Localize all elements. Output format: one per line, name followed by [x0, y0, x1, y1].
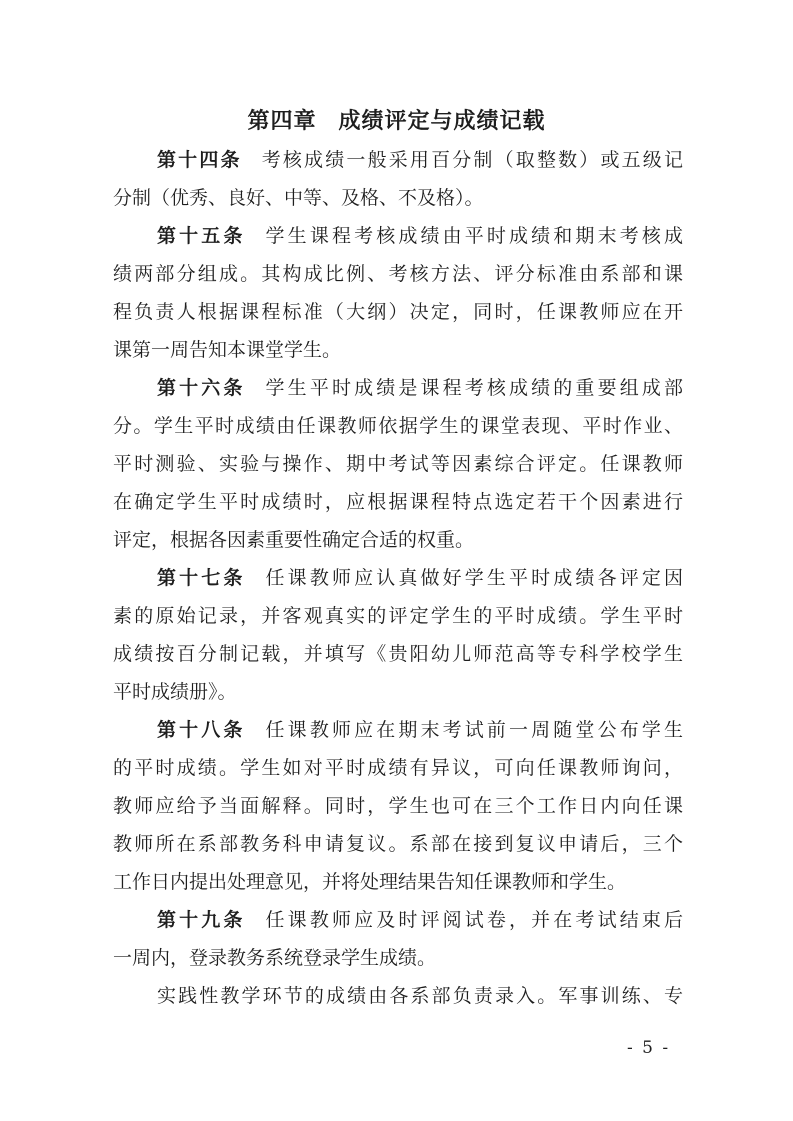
article-16-line-5: 评定，根据各因素重要性确定合适的权重。 [113, 529, 475, 551]
trailing-paragraph-line-1: 实践性教学环节的成绩由各系部负责录入。军事训练、专 [157, 985, 683, 1007]
article-17-line-1: 第十七条 任课教师应认真做好学生平时成绩各评定因 [157, 567, 683, 589]
article-16-line-3: 平时测验、实验与操作、期中考试等因素综合评定。任课教师 [113, 453, 683, 475]
article-19-line-1: 第十九条 任课教师应及时评阅试卷，并在考试结束后 [157, 909, 683, 931]
article-15-number: 第十五条 [157, 225, 246, 247]
article-14-line-1: 第十四条 考核成绩一般采用百分制（取整数）或五级记 [157, 149, 683, 171]
document-body [113, 141, 683, 1015]
article-18-line-4: 教师所在系部教务科申请复议。系部在接到复议申请后，三个 [113, 833, 683, 855]
chapter-heading [0, 104, 793, 135]
article-17-line-2: 素的原始记录，并客观真实的评定学生的平时成绩。学生平时 [113, 605, 683, 627]
article-19-line-2: 一周内，登录教务系统登录学生成绩。 [113, 947, 437, 969]
article-15-line-4: 课第一周告知本课堂学生。 [113, 339, 342, 361]
article-19-number: 第十九条 [157, 909, 246, 931]
article-16-line-4: 在确定学生平时成绩时，应根据课程特点选定若干个因素进行 [113, 491, 683, 513]
article-18-line-1: 第十八条 任课教师应在期末考试前一周随堂公布学生 [157, 719, 683, 741]
article-16-number: 第十六条 [157, 377, 246, 399]
article-15-line-3: 程负责人根据课程标准（大纲）决定，同时，任课教师应在开 [113, 301, 683, 323]
article-18-line-5: 工作日内提出处理意见，并将处理结果告知任课教师和学生。 [113, 871, 627, 893]
chapter-number: 第四章 [247, 108, 317, 134]
article-14-number: 第十四条 [157, 149, 242, 171]
article-18-line-3: 教师应给予当面解释。同时，学生也可在三个工作日内向任课 [113, 795, 683, 817]
article-17-line-4: 平时成绩册》。 [113, 681, 237, 703]
article-16-line-1: 第十六条 学生平时成绩是课程考核成绩的重要组成部 [157, 377, 683, 399]
article-18-line-2: 的平时成绩。学生如对平时成绩有异议，可向任课教师询问， [113, 757, 683, 779]
article-15-line-2: 绩两部分组成。其构成比例、考核方法、评分标准由系部和课 [113, 263, 683, 285]
page-number: - 5 - [627, 1038, 671, 1058]
chapter-title: 成绩评定与成绩记载 [338, 108, 546, 134]
article-16-line-2: 分。学生平时成绩由任课教师依据学生的课堂表现、平时作业、 [113, 415, 683, 437]
article-17-number: 第十七条 [157, 567, 246, 589]
article-15-line-1: 第十五条 学生课程考核成绩由平时成绩和期末考核成 [157, 225, 683, 247]
article-17-line-3: 成绩按百分制记载，并填写《贵阳幼儿师范高等专科学校学生 [113, 643, 683, 665]
article-18-number: 第十八条 [157, 719, 246, 741]
article-14-line-2: 分制（优秀、良好、中等、及格、不及格）。 [113, 187, 484, 209]
